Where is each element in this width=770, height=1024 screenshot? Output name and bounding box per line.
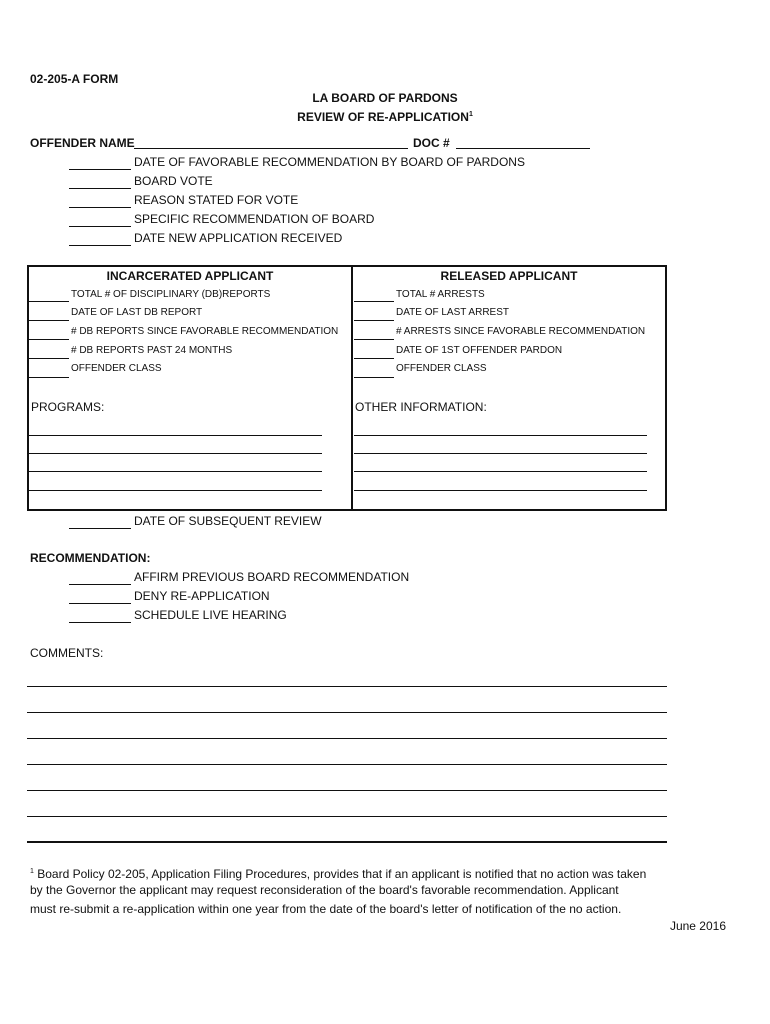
comments-line-4[interactable] [27, 764, 667, 765]
incarcerated-item-3-field[interactable] [29, 339, 69, 340]
top-item-1-field[interactable] [69, 169, 131, 170]
programs-line-4[interactable] [29, 490, 322, 491]
top-item-1-label: DATE OF FAVORABLE RECOMMENDATION BY BOARD OF PARDONS [134, 155, 525, 169]
applicant-box-divider [351, 265, 353, 511]
top-item-4-field[interactable] [69, 226, 131, 227]
recommendation-label: RECOMMENDATION: [30, 551, 151, 565]
top-item-2-field[interactable] [69, 188, 131, 189]
subsequent-review-field[interactable] [69, 528, 131, 529]
incarcerated-header: INCARCERATED APPLICANT [106, 269, 274, 283]
top-item-3-field[interactable] [69, 207, 131, 208]
incarcerated-item-4-field[interactable] [29, 358, 69, 359]
released-item-5-label: OFFENDER CLASS [396, 363, 487, 374]
programs-line-1[interactable] [29, 435, 322, 436]
incarcerated-item-3-label: # DB REPORTS SINCE FAVORABLE RECOMMENDATION [71, 326, 339, 337]
form-title: LA BOARD OF PARDONS [312, 91, 458, 105]
other-information-label: OTHER INFORMATION: [355, 400, 487, 414]
released-item-4-label: DATE OF 1ST OFFENDER PARDON [396, 345, 563, 356]
released-item-5-field[interactable] [354, 377, 394, 378]
other-information-line-1[interactable] [354, 435, 647, 436]
released-item-1-label: TOTAL # ARRESTS [396, 289, 485, 300]
released-item-2-label: DATE OF LAST ARREST [396, 307, 509, 318]
released-item-3-label: # ARRESTS SINCE FAVORABLE RECOMMENDATION [396, 326, 646, 337]
offender-name-field[interactable] [134, 148, 408, 149]
top-item-5-label: DATE NEW APPLICATION RECEIVED [134, 231, 343, 245]
top-item-4-label: SPECIFIC RECOMMENDATION OF BOARD [134, 212, 375, 226]
released-header: RELEASED APPLICANT [440, 269, 578, 283]
offender-name-label: OFFENDER NAME [30, 136, 135, 150]
subtitle-footnote-mark: 1 [468, 111, 473, 118]
programs-label: PROGRAMS: [31, 400, 105, 414]
form-id: 02-205-A FORM [30, 72, 119, 86]
released-item-2-field[interactable] [354, 320, 394, 321]
incarcerated-item-1-field[interactable] [29, 301, 69, 302]
incarcerated-item-5-label: OFFENDER CLASS [71, 363, 162, 374]
recommendation-item-3-field[interactable] [69, 622, 131, 623]
incarcerated-item-1-label: TOTAL # OF DISCIPLINARY (DB)REPORTS [71, 289, 271, 300]
incarcerated-item-4-label: # DB REPORTS PAST 24 MONTHS [71, 345, 233, 356]
subtitle-text: REVIEW OF RE-APPLICATION [297, 110, 469, 124]
subsequent-review-label: DATE OF SUBSEQUENT REVIEW [134, 514, 322, 528]
released-item-4-field[interactable] [354, 358, 394, 359]
applicant-box [27, 265, 667, 511]
recommendation-item-1-label: AFFIRM PREVIOUS BOARD RECOMMENDATION [134, 570, 410, 584]
top-item-2-label: BOARD VOTE [134, 174, 213, 188]
other-information-line-4[interactable] [354, 490, 647, 491]
recommendation-item-2-label: DENY RE-APPLICATION [134, 589, 270, 603]
incarcerated-item-2-field[interactable] [29, 320, 69, 321]
comments-label: COMMENTS: [30, 646, 104, 660]
comments-line-5[interactable] [27, 790, 667, 791]
top-item-3-label: REASON STATED FOR VOTE [134, 193, 299, 207]
programs-line-3[interactable] [29, 471, 322, 472]
top-item-5-field[interactable] [69, 245, 131, 246]
doc-label: DOC # [413, 136, 450, 150]
comments-line-1[interactable] [27, 686, 667, 687]
comments-line-2[interactable] [27, 712, 667, 713]
comments-bottom-rule [27, 841, 667, 843]
comments-line-3[interactable] [27, 738, 667, 739]
footnote-text-1: Board Policy 02-205, Application Filing Procedures, provides that if an applicant is notified that no action was taken [37, 867, 647, 881]
comments-line-6[interactable] [27, 816, 667, 817]
incarcerated-item-5-field[interactable] [29, 377, 69, 378]
doc-number-field[interactable] [456, 148, 590, 149]
recommendation-item-1-field[interactable] [69, 584, 131, 585]
revision-date: June 2016 [669, 919, 726, 933]
other-information-line-3[interactable] [354, 471, 647, 472]
incarcerated-item-2-label: DATE OF LAST DB REPORT [71, 307, 203, 318]
form-subtitle [0, 110, 770, 124]
footnote-mark: 1 [30, 868, 34, 875]
recommendation-item-2-field[interactable] [69, 603, 131, 604]
recommendation-item-3-label: SCHEDULE LIVE HEARING [134, 608, 287, 622]
footnote-line-2: by the Governor the applicant may request reconsideration of the board's favorable recommendation. Applicant [30, 883, 619, 897]
released-item-3-field[interactable] [354, 339, 394, 340]
programs-line-2[interactable] [29, 453, 322, 454]
footnote-line-3: must re-submit a re-application within one year from the date of the board's letter of notification of the no action. [30, 902, 622, 916]
other-information-line-2[interactable] [354, 453, 647, 454]
released-item-1-field[interactable] [354, 301, 394, 302]
